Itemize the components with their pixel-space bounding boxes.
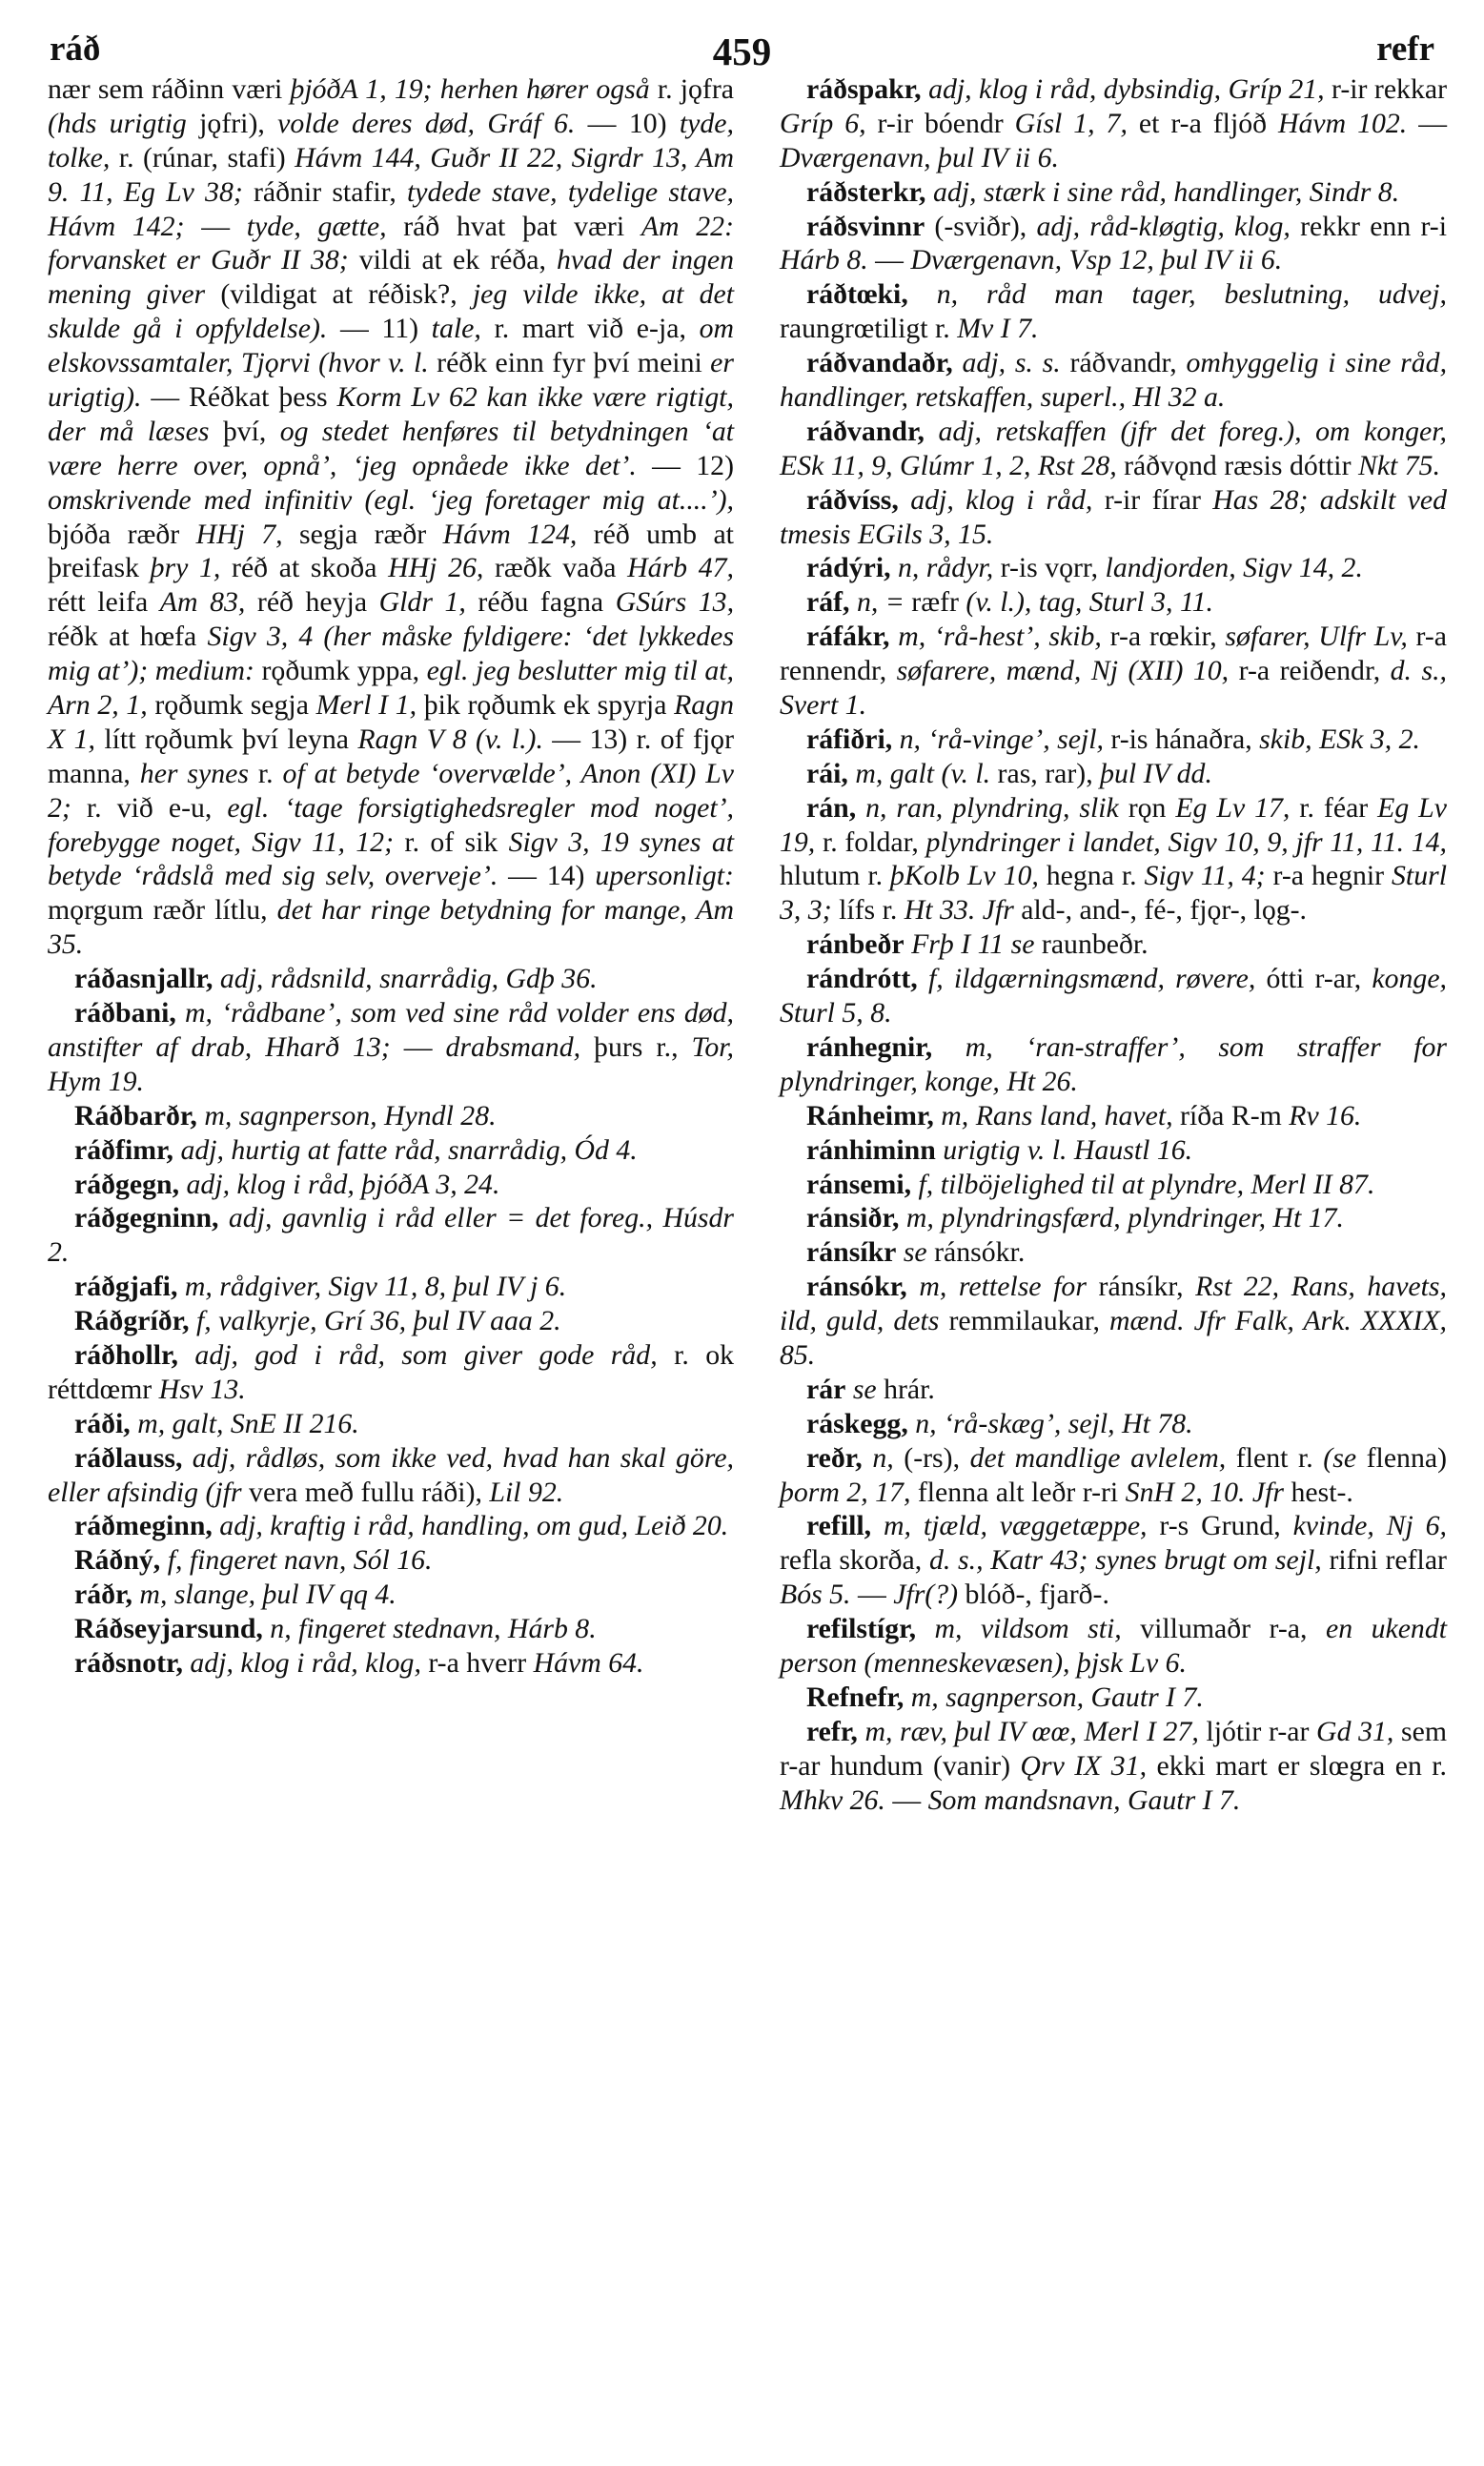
dictionary-entry: ráfiðri, n, ‘rå-vinge’, sejl, r-is hánaðra, skib, ESk 3, 2. (806, 723, 1420, 755)
dictionary-entry: refilstígr, m, vildsom sti, villumaðr r-a, en ukendt person (menneskevæsen), þjsk Lv 6. (780, 1613, 1447, 1679)
dictionary-entry: ráðgegn, adj, klog i råd, þjóðA 3, 24. (74, 1168, 500, 1200)
dictionary-entry: Ráðný, f, fingeret navn, Sól 16. (74, 1544, 433, 1577)
dictionary-entry: ránhiminn urigtig v. l. Haustl 16. (806, 1133, 1193, 1166)
dictionary-entry: ráf, n, = ræfr (v. l.), tag, Sturl 3, 11. (806, 586, 1213, 619)
dictionary-entry: Ráðgríðr, f, valkyrje, Grí 36, þul IV aaa 2. (74, 1305, 561, 1337)
dictionary-entry: ráðsvinnr (-sviðr), adj, råd-kløgtig, klog, rekkr enn r-i Hárb 8. — Dværgenavn, Vsp 12, þul IV ii 6. (780, 210, 1447, 276)
page-number: 459 (712, 30, 772, 73)
dictionary-entry: ráðvandr, adj, retskaffen (jfr det foreg.), om konger, ESk 11, 9, Glúmr 1, 2, Rst 28, ráðvǫnd ræsis dóttir Nkt 75. (780, 415, 1447, 481)
dictionary-entry: ráðtœki, n, råd man tager, beslutning, udvej, raungrœtiligt r. Mv I 7. (780, 278, 1448, 345)
dictionary-entry: ráðr, m, slange, þul IV qq 4. (74, 1579, 396, 1611)
dictionary-entry: ráðvandaðr, adj, s. s. ráðvandr, omhyggelig i sine råd, handlinger, retskaffen, superl., Hl 32 a. (780, 347, 1448, 414)
dictionary-entry: refill, m, tjæld, væggetæppe, r-s Grund, kvinde, Nj 6, refla skorða, d. s., Katr 43; synes brugt om sejl, rifni reflar Bós 5. — Jfr(?) blóð-, fjarð-. (780, 1510, 1448, 1611)
dictionary-entry: ráskegg, n, ‘rå-skæg’, sejl, Ht 78. (806, 1407, 1193, 1439)
dictionary-entry: rái, m, galt (v. l. ras, rar), þul IV dd. (806, 757, 1212, 789)
dictionary-entry: Ráðbarðr, m, sagnperson, Hyndl 28. (74, 1099, 497, 1131)
dictionary-entry: rár se hrár. (806, 1373, 935, 1405)
dictionary-entry: Ráðseyjarsund, n, fingeret stednavn, Hárb 8. (74, 1613, 597, 1645)
dictionary-entry: ráðfimr, adj, hurtig at fatte råd, snarrådig, Ód 4. (74, 1133, 638, 1166)
right-column (780, 72, 1447, 1817)
header-last-word: refr (1376, 30, 1434, 69)
dictionary-entry: ráðsterkr, adj, stærk i sine råd, handlinger, Sindr 8. (806, 175, 1400, 208)
dictionary-entry: ráðhollr, adj, god i råd, som giver gode råd, r. ok réttdœmr Hsv 13. (48, 1338, 735, 1405)
dictionary-entry: ráðlauss, adj, rådløs, som ikke ved, hvad han skal göre, eller afsindig (jfr vera með fullu ráði), Lil 92. (48, 1441, 734, 1508)
dictionary-entry: ráðasnjallr, adj, rådsnild, snarrådig, Gdþ 36. (74, 963, 598, 995)
dictionary-entry: ráðbani, m, ‘rådbane’, som ved sine råd volder ens død, anstifter af drab, Hharð 13; — drabsmand, þurs r., Tor, Hym 19. (48, 997, 734, 1097)
dictionary-entry: rán, n, ran, plyndring, slik rǫn Eg Lv 17, r. féar Eg Lv 19, r. foldar, plyndringer i landet, Sigv 10, 9, jfr 11, 11. 14, hlutum r. þKolb Lv 10, hegna r. Sigv 11, 4; r-a hegnir Sturl 3, 3; lífs r. Ht 33. Jfr ald-, and-, fé-, fjǫr-, lǫg-. (780, 791, 1447, 927)
dictionary-entry: ráðgegninn, adj, gavnlig i råd eller = det foreg., Húsdr 2. (48, 1202, 734, 1269)
dictionary-entry: ráðsnotr, adj, klog i råd, klog, r-a hverr Hávm 64. (74, 1646, 644, 1679)
dictionary-entry: ráðgjafi, m, rådgiver, Sigv 11, 8, þul IV j 6. (74, 1271, 567, 1303)
dictionary-entry: ránsókr, m, rettelse for ránsíkr, Rst 22, Rans, havets, ild, guld, dets remmilaukar, mænd. Jfr Falk, Ark. XXXIX, 85. (780, 1271, 1448, 1371)
dictionary-entry: ráðmeginn, adj, kraftig i råd, handling, om gud, Leið 20. (74, 1510, 729, 1542)
dictionary-entry: ránsemi, f, tilböjelighed til at plyndre, Merl II 87. (806, 1168, 1375, 1200)
dictionary-entry: ránhegnir, m, ‘ran-straffer’, som straffer for plyndringer, konge, Ht 26. (780, 1030, 1447, 1097)
dictionary-entry: ráðvíss, adj, klog i råd, r-ir fírar Has 28; adskilt ved tmesis EGils 3, 15. (780, 483, 1447, 550)
dictionary-entry: ráfákr, m, ‘rå-hest’, skib, r-a rœkir, søfarer, Ulfr Lv, r-a rennendr, søfarere, mænd, Nj (XII) 10, r-a reiðendr, d. s., Svert 1. (780, 621, 1447, 722)
dictionary-entry: nær sem ráðinn væri þjóðA 1, 19; herhen hører også r. jǫfra (hds urigtig jǫfri), volde deres død, Gráf 6. — 10) tyde, tolke, r. (rúnar, stafi) Hávm 144, Guðr II 22, Sigrdr 13, Am 9. 11, Eg Lv 38; ráðnir stafir, tydede stave, tydelige stave, Hávm 142; — tyde, gætte, ráð hvat þat væri Am 22: forvansket er Guðr II 38; vildi at ek réða, hvad der ingen mening giver (vildigat at réðisk?, jeg vilde ikke, at det skulde gå i opfyldelse). — 11) tale, r. mart við e-ja, om elskovssamtaler, Tjǫrvi (hvor v. l. réðk einn fyr því meini er urigtig). — Réðkat þess Korm Lv 62 kan ikke være rigtigt, der må læses því, og stedet henføres til betydningen ‘at være herre over, opnå’, ‘jeg opnåede ikke det’. — 12) omskrivende med infinitiv (egl. ‘jeg foretager mig at....’), bjóða ræðr HHj 7, segja ræðr Hávm 124, réð umb at þreifask þry 1, réð at skoða HHj 26, ræðk vaða Hárb 47, rétt leifa Am 83, réð heyja Gldr 1, réðu fagna GSúrs 13, réðk at hœfa Sigv 3, 4 (her måske fyldigere: ‘det lykkedes mig at’); medium: rǫðumk yppa, egl. jeg beslutter mig til at, Arn 2, 1, rǫðumk segja Merl I 1, þik rǫðumk ek spyrja Ragn X 1, lítt rǫðumk því leyna Ragn V 8 (v. l.). — 13) r. of fjǫr manna, her synes r. of at betyde ‘overvælde’, Anon (XI) Lv 2; r. við e-u, egl. ‘tage forsigtighedsregler mod noget’, forebygge noget, Sigv 11, 12; r. of sik Sigv 3, 19 synes at betyde ‘rådslå med sig selv, overveje’. — 14) upersonligt: mǫrgum ræðr lítlu, det har ringe betydning for mange, Am 35. (48, 73, 735, 961)
dictionary-entry: rándrótt, f, ildgærningsmænd, røvere, ótti r-ar, konge, Sturl 5, 8. (780, 963, 1448, 1029)
dictionary-entry: Ránheimr, m, Rans land, havet, ríða R-m Rv 16. (806, 1099, 1362, 1131)
dictionary-entry: ránsiðr, m, plyndringsfærd, plyndringer, Ht 17. (806, 1202, 1344, 1234)
dictionary-entry: reðr, n, (-rs), det mandlige avlelem, flent r. (se flenna) þorm 2, 17, flenna alt leðr r-ri SnH 2, 10. Jfr hest-. (780, 1441, 1448, 1508)
dictionary-entry: ránsíkr se ránsókr. (806, 1236, 1026, 1269)
dictionary-entry: ráðspakr, adj, klog i råd, dybsindig, Gríp 21, r-ir rekkar Gríp 6, r-ir bóendr Gísl 1, 7, et r-a fljóð Hávm 102. — Dværgenavn, þul IV ii 6. (780, 73, 1448, 173)
left-column (48, 72, 734, 1681)
dictionary-entry: refr, m, ræv, þul IV œœ, Merl I 27, ljótir r-ar Gd 31, sem r-ar hundum (vanir) Ǫrv IX 31, ekki mart er slœgra en r. Mhkv 26. — Som mandsnavn, Gautr I 7. (780, 1715, 1448, 1816)
dictionary-entry: ráði, m, galt, SnE II 216. (74, 1407, 359, 1439)
header-first-word: ráð (50, 30, 101, 69)
dictionary-entry: Refnefr, m, sagnperson, Gautr I 7. (806, 1681, 1204, 1713)
dictionary-entry: rádýri, n, rådyr, r-is vǫrr, landjorden, Sigv 14, 2. (806, 552, 1363, 584)
dictionary-entry: ránbeðr Frþ I 11 se raunbeðr. (806, 928, 1149, 961)
